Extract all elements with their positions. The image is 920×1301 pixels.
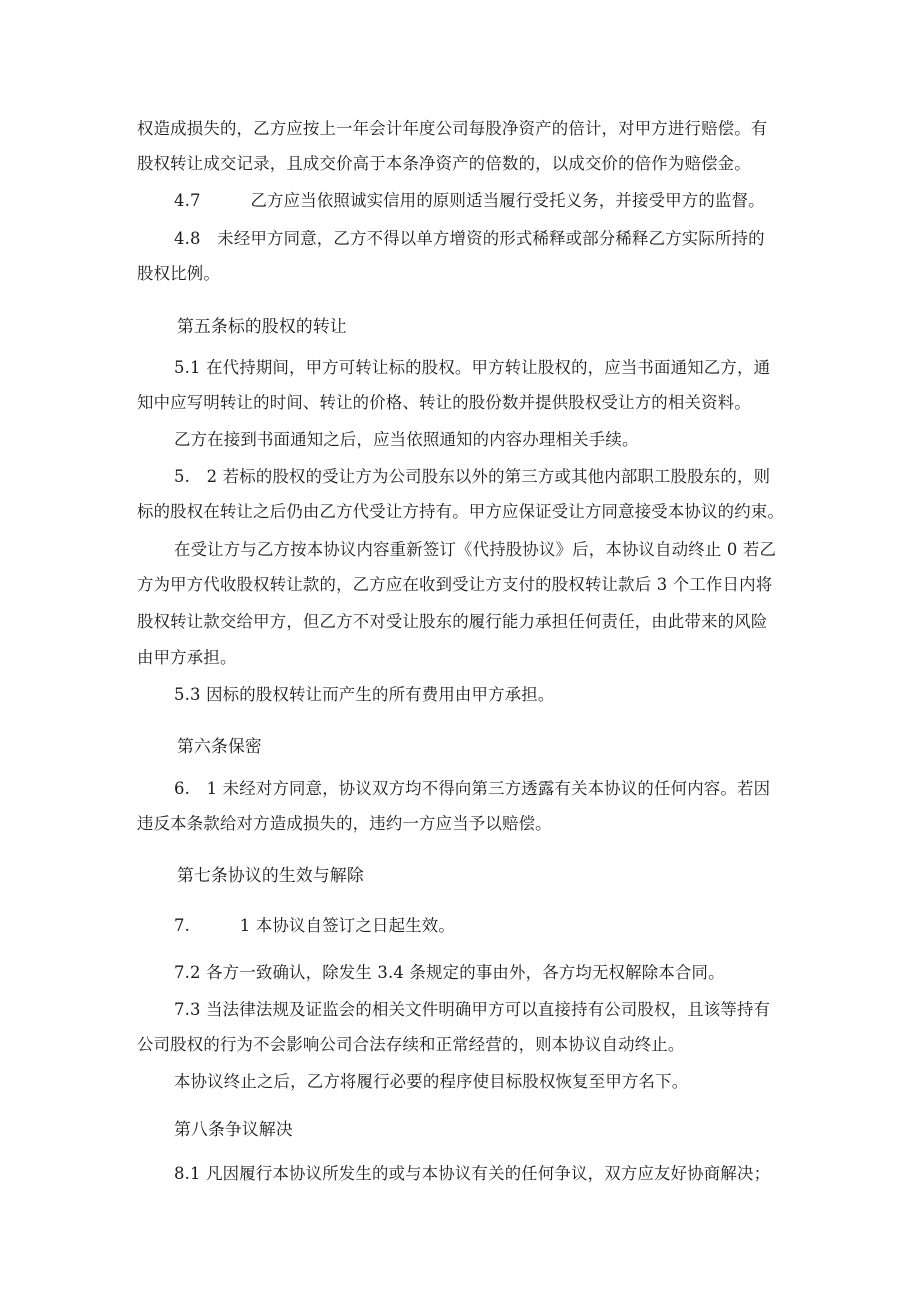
clause-8-1: 8.1 凡因履行本协议所发生的或与本协议有关的任何争议，双方应友好协商解决； <box>174 1164 771 1183</box>
text-line: 本协议终止之后，乙方将履行必要的程序使目标股权恢复至甲方名下。 <box>174 1072 689 1091</box>
text-line: 权造成损失的，乙方应按上一年会计年度公司每股净资产的倍计，对甲方进行赔偿。有 <box>137 119 768 138</box>
text-line: 股权比例。 <box>137 264 220 283</box>
clause-5-1: 5.1 在代持期间，甲方可转让标的股权。甲方转让股权的，应当书面通知乙方，通 <box>174 358 771 377</box>
text-line: 股权转让成交记录，且成交价高于本条净资产的倍数的，以成交价的倍作为赔偿金。 <box>137 154 751 173</box>
clause-4-8: 4.8 未经甲方同意，乙方不得以单方增资的形式稀释或部分稀释乙方实际所持的 <box>174 229 765 248</box>
text-line: 方为甲方代收股权转让款的，乙方应在收到受让方支付的股权转让款后 3 个工作日内将 <box>137 575 773 594</box>
clause-5-2: 5. 2 若标的股权的受让方为公司股东以外的第三方或其他内部职工股股东的，则 <box>174 467 771 486</box>
text-line: 在受让方与乙方按本协议内容重新签订《代持股协议》后，本协议自动终止 0 若乙 <box>174 540 777 559</box>
clause-4-7: 4.7 乙方应当依照诚实信用的原则适当履行受托义务，并接受甲方的监督。 <box>174 191 765 210</box>
section-heading-6: 第六条保密 <box>177 736 262 756</box>
text-line: 股权转让款交给甲方，但乙方不对受让股东的履行能力承担任何责任，由此带来的风险 <box>137 612 768 631</box>
section-heading-7: 第七条协议的生效与解除 <box>177 865 364 885</box>
section-heading-8: 第八条争议解决 <box>174 1119 293 1139</box>
clause-7-1: 7. 1 本协议自签订之日起生效。 <box>174 916 455 935</box>
text-line: 标的股权在转让之后仍由乙方代受让方持有。甲方应保证受让方同意接受本协议的约束。 <box>137 502 785 521</box>
clause-6-1: 6. 1 未经对方同意，协议双方均不得向第三方透露有关本协议的任何内容。若因 <box>174 779 771 798</box>
clause-7-3: 7.3 当法律法规及证监会的相关文件明确甲方可以直接持有公司股权，且该等持有 <box>174 1000 771 1019</box>
text-line: 公司股权的行为不会影响公司合法存续和正常经营的，则本协议自动终止。 <box>137 1035 685 1054</box>
clause-5-3: 5.3 因标的股权转让而产生的所有费用由甲方承担。 <box>174 685 555 704</box>
text-line: 违反本条款给对方造成损失的，违约一方应当予以赔偿。 <box>137 814 552 833</box>
text-line: 知中应写明转让的时间、转让的价格、转让的股份数并提供股权受让方的相关资料。 <box>137 393 751 412</box>
text-line: 由甲方承担。 <box>137 648 237 667</box>
section-heading-5: 第五条标的股权的转让 <box>177 316 347 336</box>
clause-7-2: 7.2 各方一致确认，除发生 3.4 条规定的事由外，各方均无权解除本合同。 <box>174 963 725 982</box>
text-line: 乙方在接到书面通知之后，应当依照通知的内容办理相关手续。 <box>174 430 639 449</box>
